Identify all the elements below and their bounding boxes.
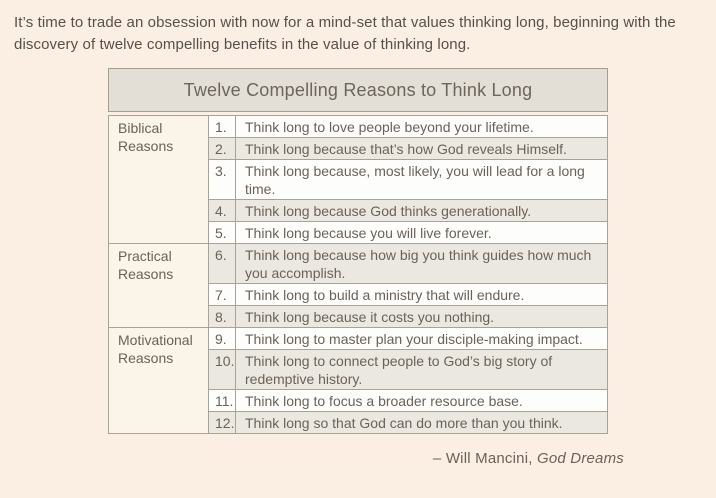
row-text: Think long because that’s how God reveals Himself. (236, 138, 608, 160)
category-cell-practical: Practical Reasons (109, 244, 209, 328)
table-header (108, 68, 608, 112)
attribution-dash: – (432, 450, 442, 467)
row-number: 8. (209, 306, 236, 328)
table-title: Twelve Compelling Reasons to Think Long (183, 79, 533, 100)
row-text: Think long to focus a broader resource base. (236, 390, 608, 412)
row-number: 3. (209, 160, 236, 200)
row-number: 12. (209, 412, 236, 434)
row-text: Think long because, most likely, you will lead for a long time. (236, 160, 608, 200)
row-number: 10. (209, 350, 236, 390)
row-text: Think long to build a ministry that will endure. (236, 284, 608, 306)
row-number: 4. (209, 200, 236, 222)
attribution-work: God Dreams (536, 450, 624, 467)
row-number: 9. (209, 328, 236, 350)
row-number: 1. (209, 116, 236, 138)
row-text: Think long to master plan your disciple-making impact. (236, 328, 608, 350)
attribution (108, 450, 624, 467)
row-number: 11. (209, 390, 236, 412)
row-text: Think long because how big you think guides how much you accomplish. (236, 244, 608, 284)
row-text: Think long to love people beyond your lifetime. (236, 116, 608, 138)
row-number: 7. (209, 284, 236, 306)
table-row (109, 244, 608, 284)
category-cell-motivational: Motivational Reasons (109, 328, 209, 434)
table-row (109, 116, 608, 138)
row-text: Think long because God thinks generationally. (236, 200, 608, 222)
reasons-table (108, 68, 608, 434)
row-number: 2. (209, 138, 236, 160)
row-text: Think long because you will live forever. (236, 222, 608, 244)
attribution-author: Will Mancini, (445, 450, 533, 467)
table-row (109, 328, 608, 350)
intro-paragraph: It’s time to trade an obsession with now for a mind-set that values thinking long, beginning with the discovery of twelve compelling benefits in the value of thinking long. (14, 14, 676, 53)
category-cell-biblical: Biblical Reasons (109, 116, 209, 244)
row-text: Think long so that God can do more than you think. (236, 412, 608, 434)
row-number: 6. (209, 244, 236, 284)
row-text: Think long because it costs you nothing. (236, 306, 608, 328)
reasons-table-body (108, 115, 608, 434)
row-text: Think long to connect people to God’s big story of redemptive history. (236, 350, 608, 390)
row-number: 5. (209, 222, 236, 244)
